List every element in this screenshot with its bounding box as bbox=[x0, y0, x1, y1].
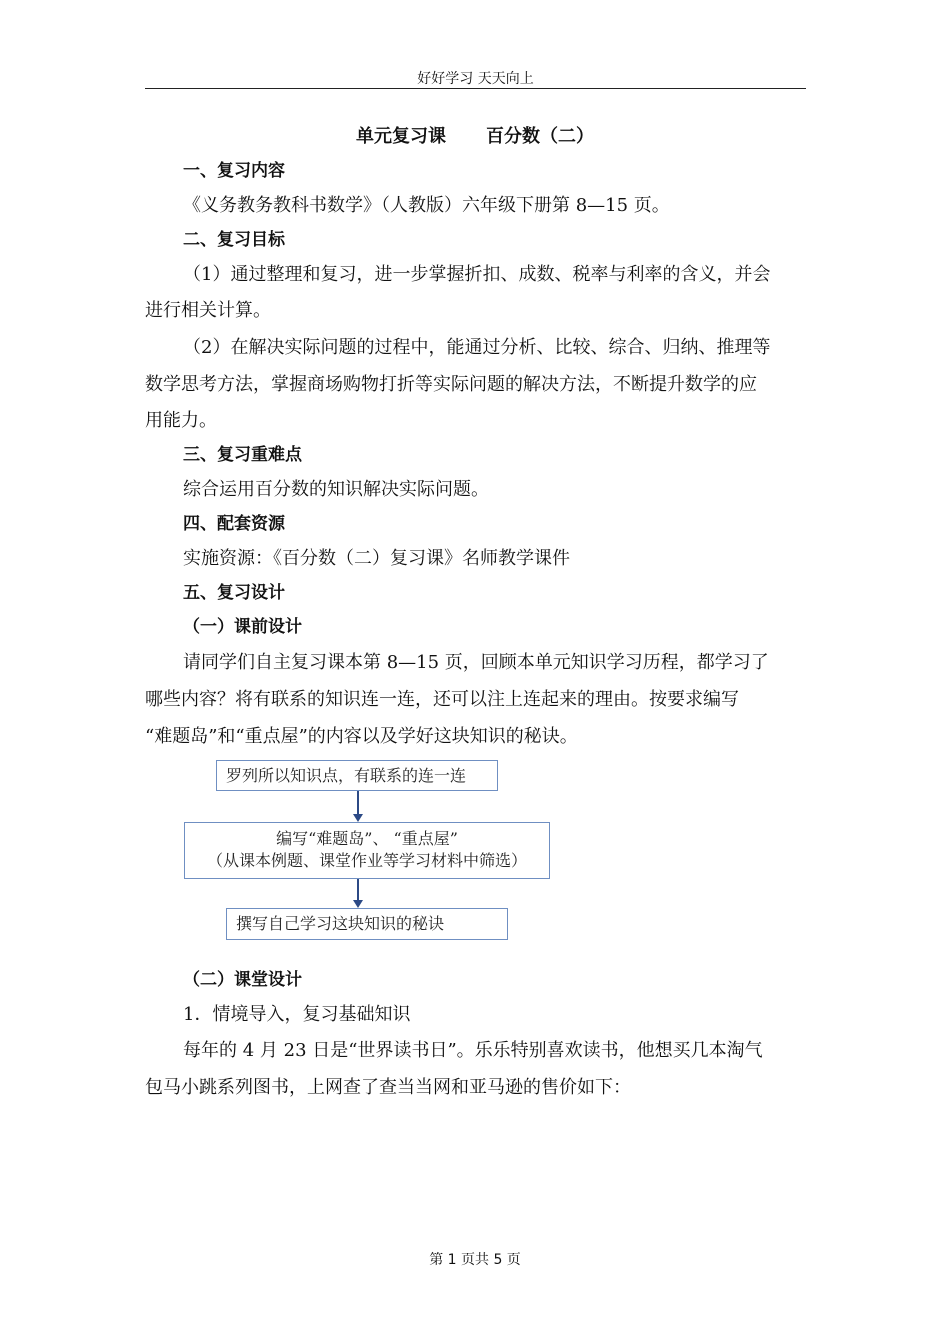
section5-sub2-heading: （二）课堂设计 bbox=[183, 970, 302, 990]
flowchart-arrow-2 bbox=[357, 879, 359, 901]
section3-heading: 三、复习重难点 bbox=[183, 445, 302, 465]
section2-p1-line1: （1）通过整理和复习，进一步掌握折扣、成数、税率与利率的含义，并会 bbox=[183, 264, 771, 285]
section5-p1-line1: 请同学们自主复习课本第 8—15 页，回顾本单元知识学习历程，都学习了 bbox=[183, 652, 769, 673]
section2-p2-line3: 用能力。 bbox=[145, 410, 217, 431]
section2-p1-line2: 进行相关计算。 bbox=[145, 300, 271, 321]
section2-heading: 二、复习目标 bbox=[183, 230, 285, 250]
page-header: 好好学习 天天向上 bbox=[417, 71, 534, 87]
section5-p1-line3: “难题岛”和“重点屋”的内容以及学好这块知识的秘诀。 bbox=[145, 726, 578, 747]
flowchart-arrowhead-2 bbox=[353, 900, 363, 908]
section5-sub1-heading: （一）课前设计 bbox=[183, 617, 302, 637]
title-part2: 百分数（二） bbox=[486, 126, 594, 147]
flowchart-box-2-line1: 编写“难题岛”、 “重点屋” bbox=[276, 829, 458, 848]
flowchart-box-1: 罗列所以知识点，有联系的连一连 bbox=[216, 760, 498, 791]
section2-p2-line1: （2）在解决实际问题的过程中，能通过分析、比较、综合、归纳、推理等 bbox=[183, 337, 771, 358]
flowchart-box-2 bbox=[184, 822, 550, 879]
section5-item1: 1．情境导入，复习基础知识 bbox=[183, 1004, 411, 1025]
section4-heading: 四、配套资源 bbox=[183, 514, 285, 534]
section2-p2-line2: 数学思考方法，掌握商场购物打折等实际问题的解决方法，不断提升数学的应 bbox=[145, 374, 757, 395]
section4-text: 实施资源：《百分数（二）复习课》名师教学课件 bbox=[183, 548, 570, 569]
flowchart-box-2-line2: （从课本例题、课堂作业等学习材料中筛选） bbox=[206, 851, 527, 871]
page-footer: 第 1 页共 5 页 bbox=[429, 1252, 521, 1268]
section5-p2-line2: 包马小跳系列图书，上网查了查当当网和亚马逊的售价如下： bbox=[145, 1077, 631, 1098]
header-divider bbox=[145, 88, 806, 89]
document-title bbox=[0, 128, 950, 146]
section5-p2-line1: 每年的 4 月 23 日是“世界读书日”。乐乐特别喜欢读书，他想买几本淘气 bbox=[183, 1040, 763, 1061]
section1-text: 《义务教务教科书数学》（人教版）六年级下册第 8—15 页。 bbox=[183, 195, 670, 216]
section3-text: 综合运用百分数的知识解决实际问题。 bbox=[183, 479, 489, 500]
section1-heading: 一、复习内容 bbox=[183, 161, 285, 181]
flowchart-box-3: 撰写自己学习这块知识的秘诀 bbox=[226, 908, 508, 940]
title-part1: 单元复习课 bbox=[356, 126, 446, 147]
section5-p1-line2: 哪些内容？将有联系的知识连一连，还可以注上连起来的理由。按要求编写 bbox=[145, 689, 739, 710]
flowchart-arrowhead-1 bbox=[353, 814, 363, 822]
section5-heading: 五、复习设计 bbox=[183, 583, 285, 603]
flowchart-arrow-1 bbox=[357, 791, 359, 815]
